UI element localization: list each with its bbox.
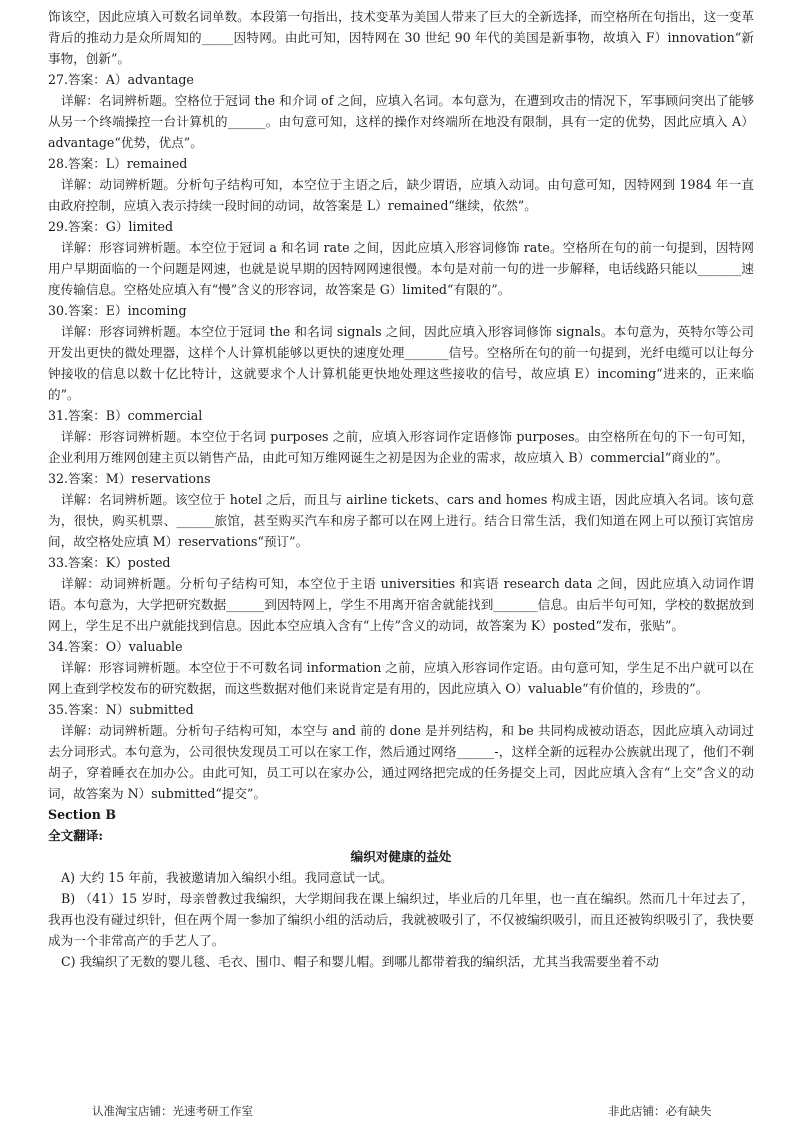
intro-paragraph: 饰该空，因此应填入可数名词单数。本段第一句指出，技术变革为美国人带来了巨大的全新选择，而空格所在句指出，这一变革背后的推动力是众所周知的_____因特网。由此可知，因特网在 30 世纪 90 年代的美国是新事物，故填入 F）innovation“新事物，创新”。 xyxy=(48,9,754,66)
answer-30 xyxy=(48,300,754,405)
answer-28 xyxy=(48,153,754,216)
answer-27 xyxy=(48,69,754,153)
answer-line: 34.答案：O）valuable xyxy=(48,639,183,654)
answer-line: 33.答案：K）posted xyxy=(48,555,171,570)
answer-detail: 详解：形容词辨析题。本空位于冠词 a 和名词 rate 之间，因此应填入形容词修饰 rate。空格所在句的前一句提到，因特网用户早期面临的一个问题是网速，也就是说早期的因特网网速很慢。本句是对前一句的进一步解释，电话线路只能以_______速度传输信息。空格处应填入有“慢”含义的形容词，故答案是 G）limited“有限的”。 xyxy=(48,240,754,297)
answer-detail: 详解：名词辨析题。该空位于 hotel 之后，而且与 airline tickets、cars and homes 构成主语，因此应填入名词。该句意为，很快，购买机票、______旅馆，甚至购买汽车和房子都可以在网上进行。结合日常生活，我们知道在网上可以预订宾馆房间，故空格处应填 M）reservations“预订”。 xyxy=(48,492,754,549)
answer-32 xyxy=(48,468,754,552)
document-content xyxy=(48,6,754,972)
answer-detail: 详解：形容词辨析题。本空位于名词 purposes 之前，应填入形容词作定语修饰 purposes。由空格所在句的下一句可知，企业利用万维网创建主页以销售产品，由此可知万维网诞生之初是因为企业的需求，故应填入 B）commercial“商业的”。 xyxy=(48,429,754,465)
translation-paragraph-a: A) 大约 15 年前，我被邀请加入编织小组。我同意试一试。 xyxy=(61,870,393,885)
answer-detail: 详解：形容词辨析题。本空位于冠词 the 和名词 signals 之间，因此应填入形容词修饰 signals。本句意为，英特尔等公司开发出更快的微处理器，这样个人计算机能够以更快的速度处理_______信号。空格所在句的前一句提到，光纤电缆可以让每分钟接收的信息以数十亿比特计，这就要求个人计算机能更快地处理这些接收的信号，故应填 E）incoming“进来的，正来临的”。 xyxy=(48,324,754,402)
answer-34 xyxy=(48,636,754,699)
answer-line: 27.答案：A）advantage xyxy=(48,72,194,87)
section-heading: Section B xyxy=(48,807,116,822)
answer-detail: 详解：名词辨析题。空格位于冠词 the 和介词 of 之间，应填入名词。本句意为，在遭到攻击的情况下，军事顾问突出了能够从另一个终端操控一台计算机的______。由句意可知，这样的操作对终端所在地没有限制，具有一定的优势，因此应填入 A）advantage“优势，优点”。 xyxy=(48,93,754,150)
answer-detail: 详解：动词辨析题。分析句子结构可知，本空位于主语 universities 和宾语 research data 之间，因此应填入动词作谓语。本句意为，大学把研究数据______到因特网上，学生不用离开宿舍就能找到_______信息。由后半句可知，学校的数据放到网上，学生足不出户就能找到信息。因此本空应填入含有“上传”含义的动词，故答案为 K）posted“发布，张贴”。 xyxy=(48,576,754,633)
answer-31 xyxy=(48,405,754,468)
answer-line: 29.答案：G）limited xyxy=(48,219,174,234)
footer-right-note: 非此店铺：必有缺失 xyxy=(608,1104,712,1118)
answer-35 xyxy=(48,699,754,804)
answer-detail: 详解：形容词辨析题。本空位于不可数名词 information 之前，应填入形容词作定语。由句意可知，学生足不出户就可以在网上查到学校发布的研究数据，而这些数据对他们来说肯定是有用的，因此应填入 O）valuable“有价值的，珍贵的”。 xyxy=(48,660,754,696)
footer-left-note: 认准淘宝店铺：光速考研工作室 xyxy=(92,1104,253,1118)
answer-detail: 详解：动词辨析题。分析句子结构可知，本空与 and 前的 done 是并列结构，和 be 共同构成被动语态，因此应填入动词过去分词形式。本句意为，公司很快发现员工可以在家工作，然后通过网络______-，这样全新的远程办公族就出现了，他们不剃胡子，穿着睡衣在加办公。由此可知，员工可以在家办公，通过网络把完成的任务提交上司，因此应填入含有“上交”含义的动词，故答案为 N）submitted“提交”。 xyxy=(48,723,754,801)
answer-line: 31.答案：B）commercial xyxy=(48,408,203,423)
answer-detail: 详解：动词辨析题。分析句子结构可知，本空位于主语之后，缺少谓语，应填入动词。由句意可知，因特网到 1984 年一直由政府控制，应填入表示持续一段时间的动词，故答案是 L）remained“继续，依然”。 xyxy=(48,177,754,213)
answer-line: 32.答案：M）reservations xyxy=(48,471,211,486)
translation-paragraph-c: C) 我编织了无数的婴儿毯、毛衣、围巾、帽子和婴儿帽。到哪儿都带着我的编织活，尤其当我需要坐着不动 xyxy=(61,954,659,969)
answer-line: 35.答案：N）submitted xyxy=(48,702,194,717)
answer-29 xyxy=(48,216,754,300)
translation-paragraph-b: B) （41）15 岁时，母亲曾教过我编织，大学期间我在课上编织过，毕业后的几年里，也一直在编织。然而几十年过去了，我再也没有碰过织针，但在两个周一参加了编织小组的活动后，我就被吸引了，不仅被编织吸引，而且还被钩织吸引了，我快要成为一个非常高产的手艺人了。 xyxy=(48,891,754,948)
answer-line: 28.答案：L）remained xyxy=(48,156,188,171)
translation-label: 全文翻译: xyxy=(48,828,104,843)
answer-33 xyxy=(48,552,754,636)
answer-line: 30.答案：E）incoming xyxy=(48,303,187,318)
article-title: 编织对健康的益处 xyxy=(350,849,452,864)
